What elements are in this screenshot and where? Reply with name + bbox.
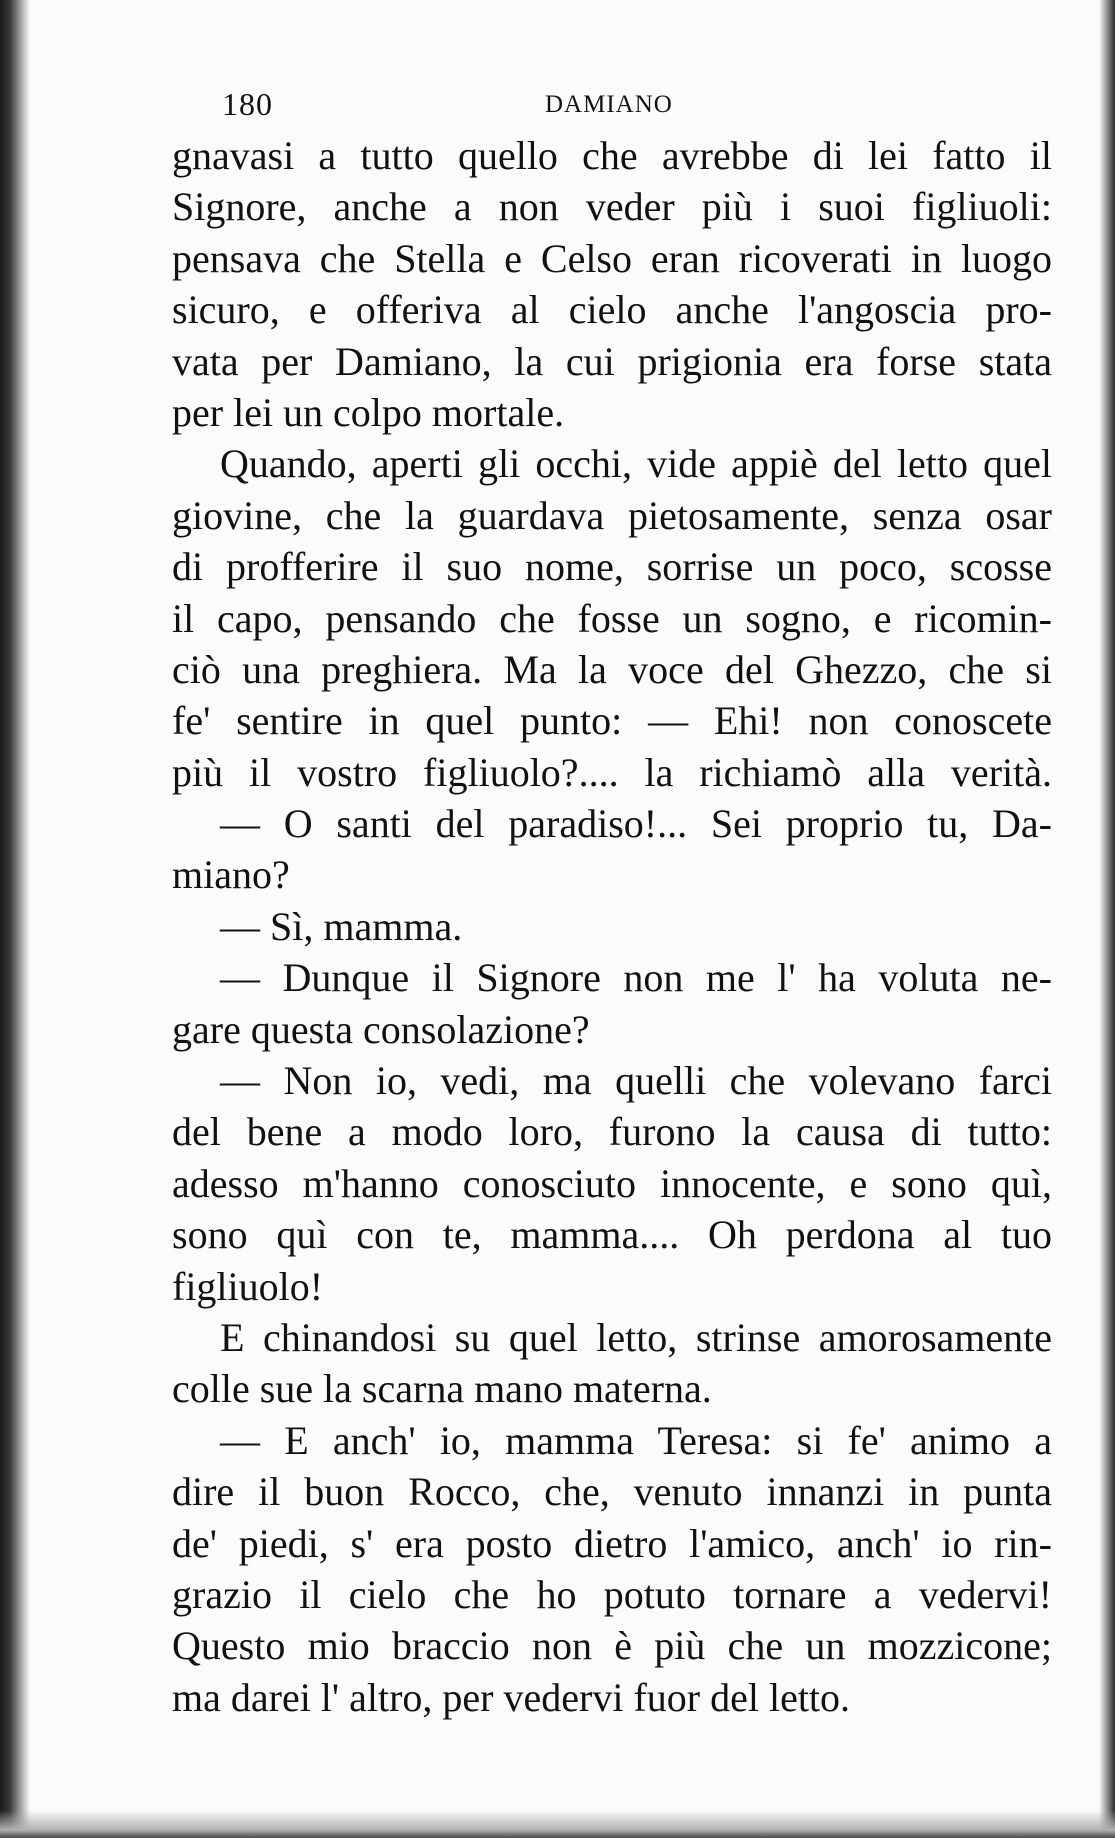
text-line: Signore, anche a non veder più i suoi figliuoli: — [172, 184, 1052, 230]
text-line: E chinandosi su quel letto, strinse amorosamente — [220, 1314, 1052, 1360]
text-line: — O santi del paradiso!... Sei proprio tu, Da- — [220, 801, 1052, 847]
text-line: sono quì con te, mamma.... Oh perdona al tuo — [172, 1212, 1052, 1258]
page-number: 180 — [222, 86, 273, 122]
text-line: di profferire il suo nome, sorrise un poco, scosse — [172, 544, 1052, 590]
body-text — [172, 130, 1052, 1723]
text-line: — Non io, vedi, ma quelli che volevano farci — [220, 1058, 1052, 1104]
text-line: colle sue la scarna mano materna. — [172, 1366, 712, 1412]
text-line: grazio il cielo che ho potuto tornare a vedervi! — [172, 1571, 1052, 1617]
text-line: ma darei l' altro, per vedervi fuor del letto. — [172, 1674, 851, 1720]
running-title: DAMIANO — [545, 91, 673, 118]
text-line: Questo mio braccio non è più che un mozzicone; — [172, 1623, 1052, 1669]
text-line: de' piedi, s' era posto dietro l'amico, anch' io rin- — [172, 1520, 1052, 1566]
text-line: vata per Damiano, la cui prigionia era forse stata — [172, 338, 1052, 384]
text-line: miano? — [172, 852, 290, 898]
text-line: sicuro, e offeriva al cielo anche l'angoscia pro- — [172, 287, 1052, 333]
scan-shadow-right — [1099, 0, 1115, 1838]
text-line: per lei un colpo mortale. — [172, 389, 565, 435]
text-line: — Dunque il Signore non me l' ha voluta ne- — [220, 955, 1052, 1001]
text-line: più il vostro figliuolo?.... la richiamò alla verità. — [172, 749, 1052, 795]
text-line: gare questa consolazione? — [172, 1006, 590, 1052]
text-line: Quando, aperti gli occhi, vide appiè del letto quel — [220, 441, 1052, 487]
text-line: giovine, che la guardava pietosamente, senza osar — [172, 492, 1052, 538]
text-line: — Sì, mamma. — [220, 903, 463, 949]
text-line: adesso m'hanno conosciuto innocente, e sono quì, — [172, 1160, 1052, 1206]
text-line: il capo, pensando che fosse un sogno, e ricomin- — [172, 595, 1052, 641]
text-line: fe' sentire in quel punto: — Ehi! non conoscete — [172, 698, 1052, 744]
text-line: del bene a modo loro, furono la causa di tutto: — [172, 1109, 1052, 1155]
text-line: figliuolo! — [172, 1263, 324, 1309]
running-head — [172, 86, 1072, 126]
text-line: pensava che Stella e Celso eran ricoverati in luogo — [172, 235, 1052, 281]
scan-shadow-left — [0, 0, 30, 1838]
text-line: gnavasi a tutto quello che avrebbe di lei fatto il — [172, 133, 1052, 178]
scan-shadow-bottom — [0, 1810, 1115, 1838]
text-line: dire il buon Rocco, che, venuto innanzi in punta — [172, 1469, 1052, 1515]
text-line: — E anch' io, mamma Teresa: si fe' animo a — [220, 1417, 1052, 1463]
text-line: ciò una preghiera. Ma la voce del Ghezzo, che si — [172, 646, 1052, 692]
